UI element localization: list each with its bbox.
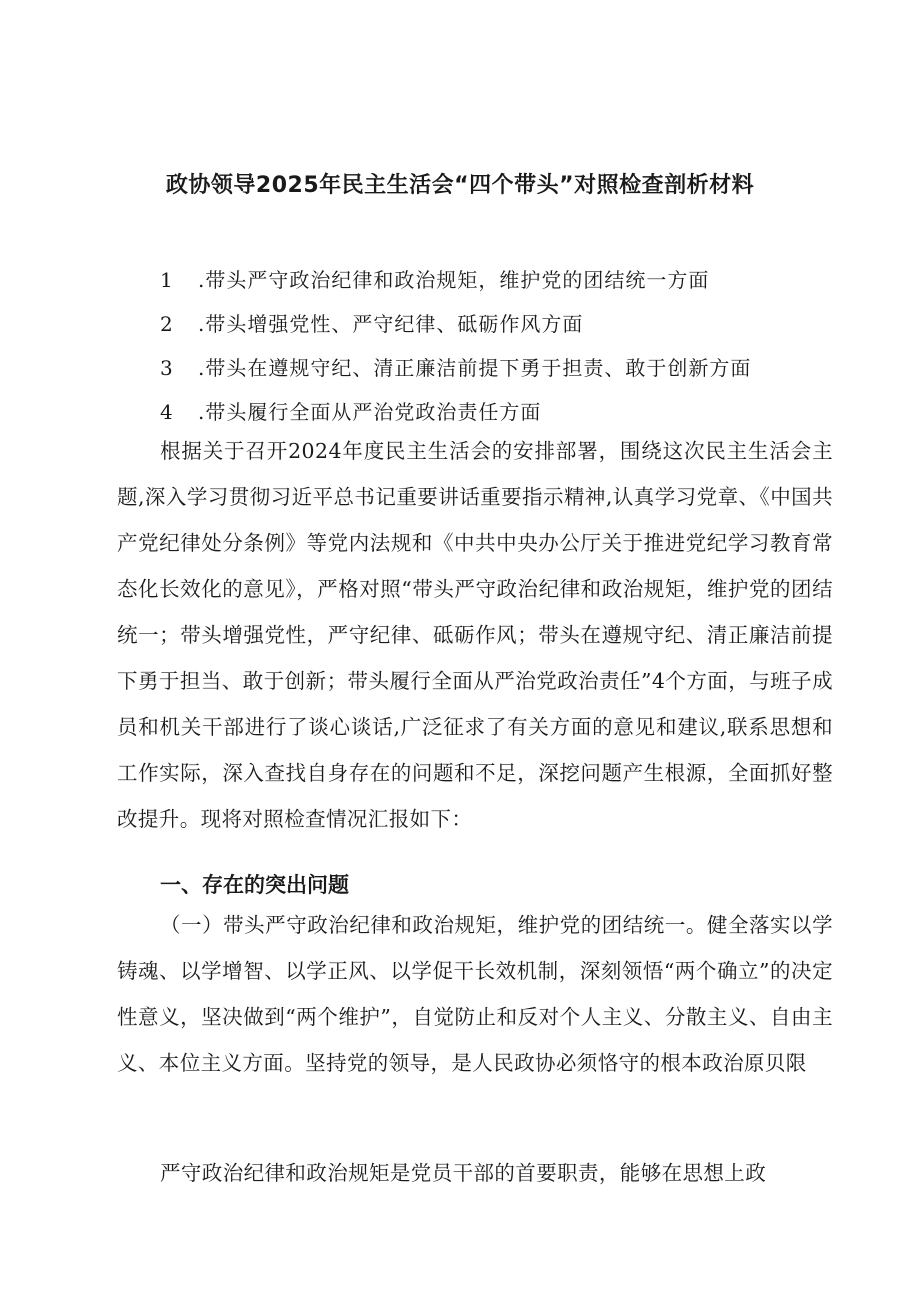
toc-item-text: .带头严守政治纪律和政治规矩，维护党的团结统一方面 bbox=[198, 268, 710, 292]
toc-item-text: .带头在遵规守纪、清正廉洁前提下勇于担责、敢于创新方面 bbox=[198, 356, 752, 380]
toc-item-text: .带头增强党性、严守纪律、砥砺作风方面 bbox=[198, 312, 584, 336]
toc-item bbox=[160, 258, 860, 302]
document-title: 政协领导2025年民主生活会“四个带头”对照检查剖析材料 bbox=[165, 173, 755, 198]
toc-item bbox=[160, 302, 860, 346]
toc-item bbox=[160, 346, 860, 390]
toc-item-number: 3 bbox=[160, 356, 174, 380]
section-paragraph: 严守政治纪律和政治规矩是党员干部的首要职责，能够在思想上政 bbox=[160, 1161, 767, 1185]
intro-paragraph: 根据关于召开2024年度民主生活会的安排部署，围绕这次民主生活会主题,深入学习贯彻习近平总书记重要讲话重要指示精神,认真学习党章、《中国共产党纪律处分条例》等党内法规和《中共中央办公厅关于推进党纪学习教育常态化长效化的意见》，严格对照“带头严守政治纪律和政治规矩，维护党的团结统一；带头增强党性，严守纪律、砥砺作风；带头在遵规守纪、清正廉洁前提下勇于担当、敢于创新；带头履行全面从严治党政治责任”4个方面，与班子成员和机关干部进行了谈心谈话,广泛征求了有关方面的意见和建议,联系思想和工作实际，深入查找自身存在的问题和不足，深挖问题产生根源，全面抓好整改提升。现将对照检查情况汇报如下： bbox=[117, 439, 833, 831]
section-heading: 一、存在的突出问题 bbox=[160, 873, 349, 897]
table-of-contents bbox=[160, 258, 860, 434]
section-paragraph: （一）带头严守政治纪律和政治规矩，维护党的团结统一。健全落实以学铸魂、以学增智、以学正风、以学促干长效机制，深刻领悟“两个确立”的决定性意义，坚决做到“两个维护”，自觉防止和反对个人主义、分散主义、自由主义、本位主义方面。坚持党的领导，是人民政协必须恪守的根本政治原贝限 bbox=[117, 913, 833, 1075]
toc-item-number: 2 bbox=[160, 312, 174, 336]
toc-item-text: .带头履行全面从严治党政治责任方面 bbox=[198, 400, 542, 424]
toc-item-number: 1 bbox=[160, 268, 174, 292]
toc-item-number: 4 bbox=[160, 400, 174, 424]
